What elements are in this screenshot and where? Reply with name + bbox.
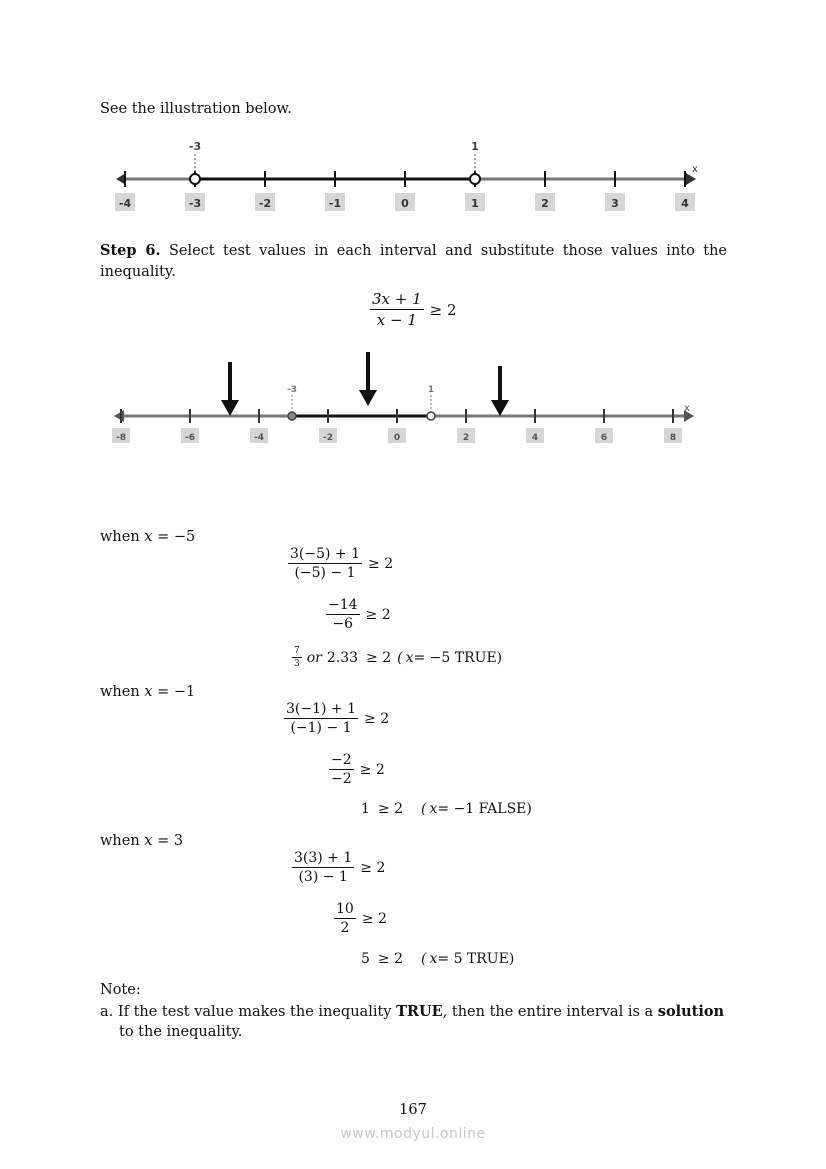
marker-label-right: 1	[427, 385, 435, 395]
step-label: Step 6.	[100, 242, 161, 259]
test-arrow-3	[491, 366, 509, 416]
tick-label: 4	[681, 197, 689, 210]
tick-label: 2	[541, 197, 549, 210]
test-heading-1: when x = −5	[100, 529, 196, 545]
main-fraction	[370, 290, 424, 329]
relation: ≥ 2	[429, 300, 457, 319]
number-line-1	[100, 132, 720, 222]
number-line-2	[100, 350, 700, 450]
test-3-result: 5 ≥ 2 ( x = 5 TRUE)	[361, 951, 515, 967]
test-3-step-2: $\frac{10}{2}$ ≥ 2	[336, 901, 387, 936]
test-heading-3: when x = 3	[100, 833, 184, 849]
marker-circle-left	[288, 412, 296, 420]
marker-label-left: -3	[188, 140, 202, 153]
tick-label: -2	[323, 433, 333, 443]
watermark: www.modyul.online	[340, 1126, 486, 1142]
test-1-result: $\frac{7}{3}$ or 2.33 ≥ 2 ( x = −5 TRUE)	[294, 646, 503, 669]
open-circle-left	[190, 174, 200, 184]
tick-label: 3	[611, 197, 619, 210]
test-arrow-2	[359, 352, 377, 406]
note-title: Note:	[100, 982, 141, 998]
test-1-step-1: $\frac{3(-5) + 1}{(-5) - 1}$ ≥ 2	[290, 546, 394, 581]
page-number: 167	[399, 1102, 427, 1118]
fraction: $\frac{-2}{-2}$	[331, 752, 352, 787]
step-text: Select test values in each interval and substitute those values into the inequality.	[100, 243, 727, 280]
marker-label-right: 1	[471, 140, 479, 153]
test-2-step-1: $\frac{3(-1) + 1}{(-1) - 1}$ ≥ 2	[286, 701, 390, 736]
tick-label: 4	[531, 433, 539, 443]
fraction: $\frac{3(3) + 1}{(3) - 1}$	[294, 850, 353, 885]
fraction: $\frac{10}{2}$	[336, 901, 354, 936]
tick-label: 0	[393, 433, 401, 443]
marker-label-left: -3	[287, 385, 297, 395]
tick-label: 1	[471, 197, 479, 210]
test-arrow-1	[221, 362, 239, 416]
test-2-step-2: $\frac{-2}{-2}$ ≥ 2	[331, 752, 385, 787]
tick-label: -4	[254, 433, 264, 443]
tick-label: -8	[116, 433, 126, 443]
open-circle-right	[427, 412, 435, 420]
fraction: $\frac{3(-1) + 1}{(-1) - 1}$	[286, 701, 357, 736]
fraction: $\frac{3(-5) + 1}{(-5) - 1}$	[290, 546, 361, 581]
small-fraction: $\frac{7}{3}$	[294, 646, 300, 669]
intro-text: See the illustration below.	[100, 101, 292, 117]
note-item-a-continued: to the inequality.	[119, 1024, 243, 1040]
step-6-paragraph	[100, 240, 727, 283]
tick-label: -6	[185, 433, 195, 443]
tick-label: 2	[462, 433, 470, 443]
tick-label: -2	[258, 197, 272, 210]
open-circle-right	[470, 174, 480, 184]
tick-label: -4	[118, 197, 132, 210]
tick-label: 0	[401, 197, 409, 210]
test-heading-2: when x = −1	[100, 684, 196, 700]
tick-label: -3	[188, 197, 202, 210]
note-item-a: a. If the test value makes the inequality TRUE, then the entire interval is a solution	[100, 1003, 725, 1020]
axis-label: x	[692, 164, 698, 175]
tick-label: 8	[669, 433, 677, 443]
main-inequality	[370, 290, 457, 329]
test-1-step-2: $\frac{-14}{-6}$ ≥ 2	[328, 597, 391, 632]
tick-label: -1	[328, 197, 342, 210]
test-3-step-1: $\frac{3(3) + 1}{(3) - 1}$ ≥ 2	[294, 850, 386, 885]
fraction-numerator: 3x + 1	[372, 290, 422, 308]
fraction: $\frac{-14}{-6}$	[328, 597, 358, 632]
tick-label: 6	[600, 433, 608, 443]
fraction-denominator: x − 1	[376, 311, 417, 329]
axis-label: x	[684, 403, 690, 414]
left-arrowhead	[114, 410, 124, 422]
test-2-result: 1 ≥ 2 ( x = −1 FALSE)	[361, 801, 532, 817]
